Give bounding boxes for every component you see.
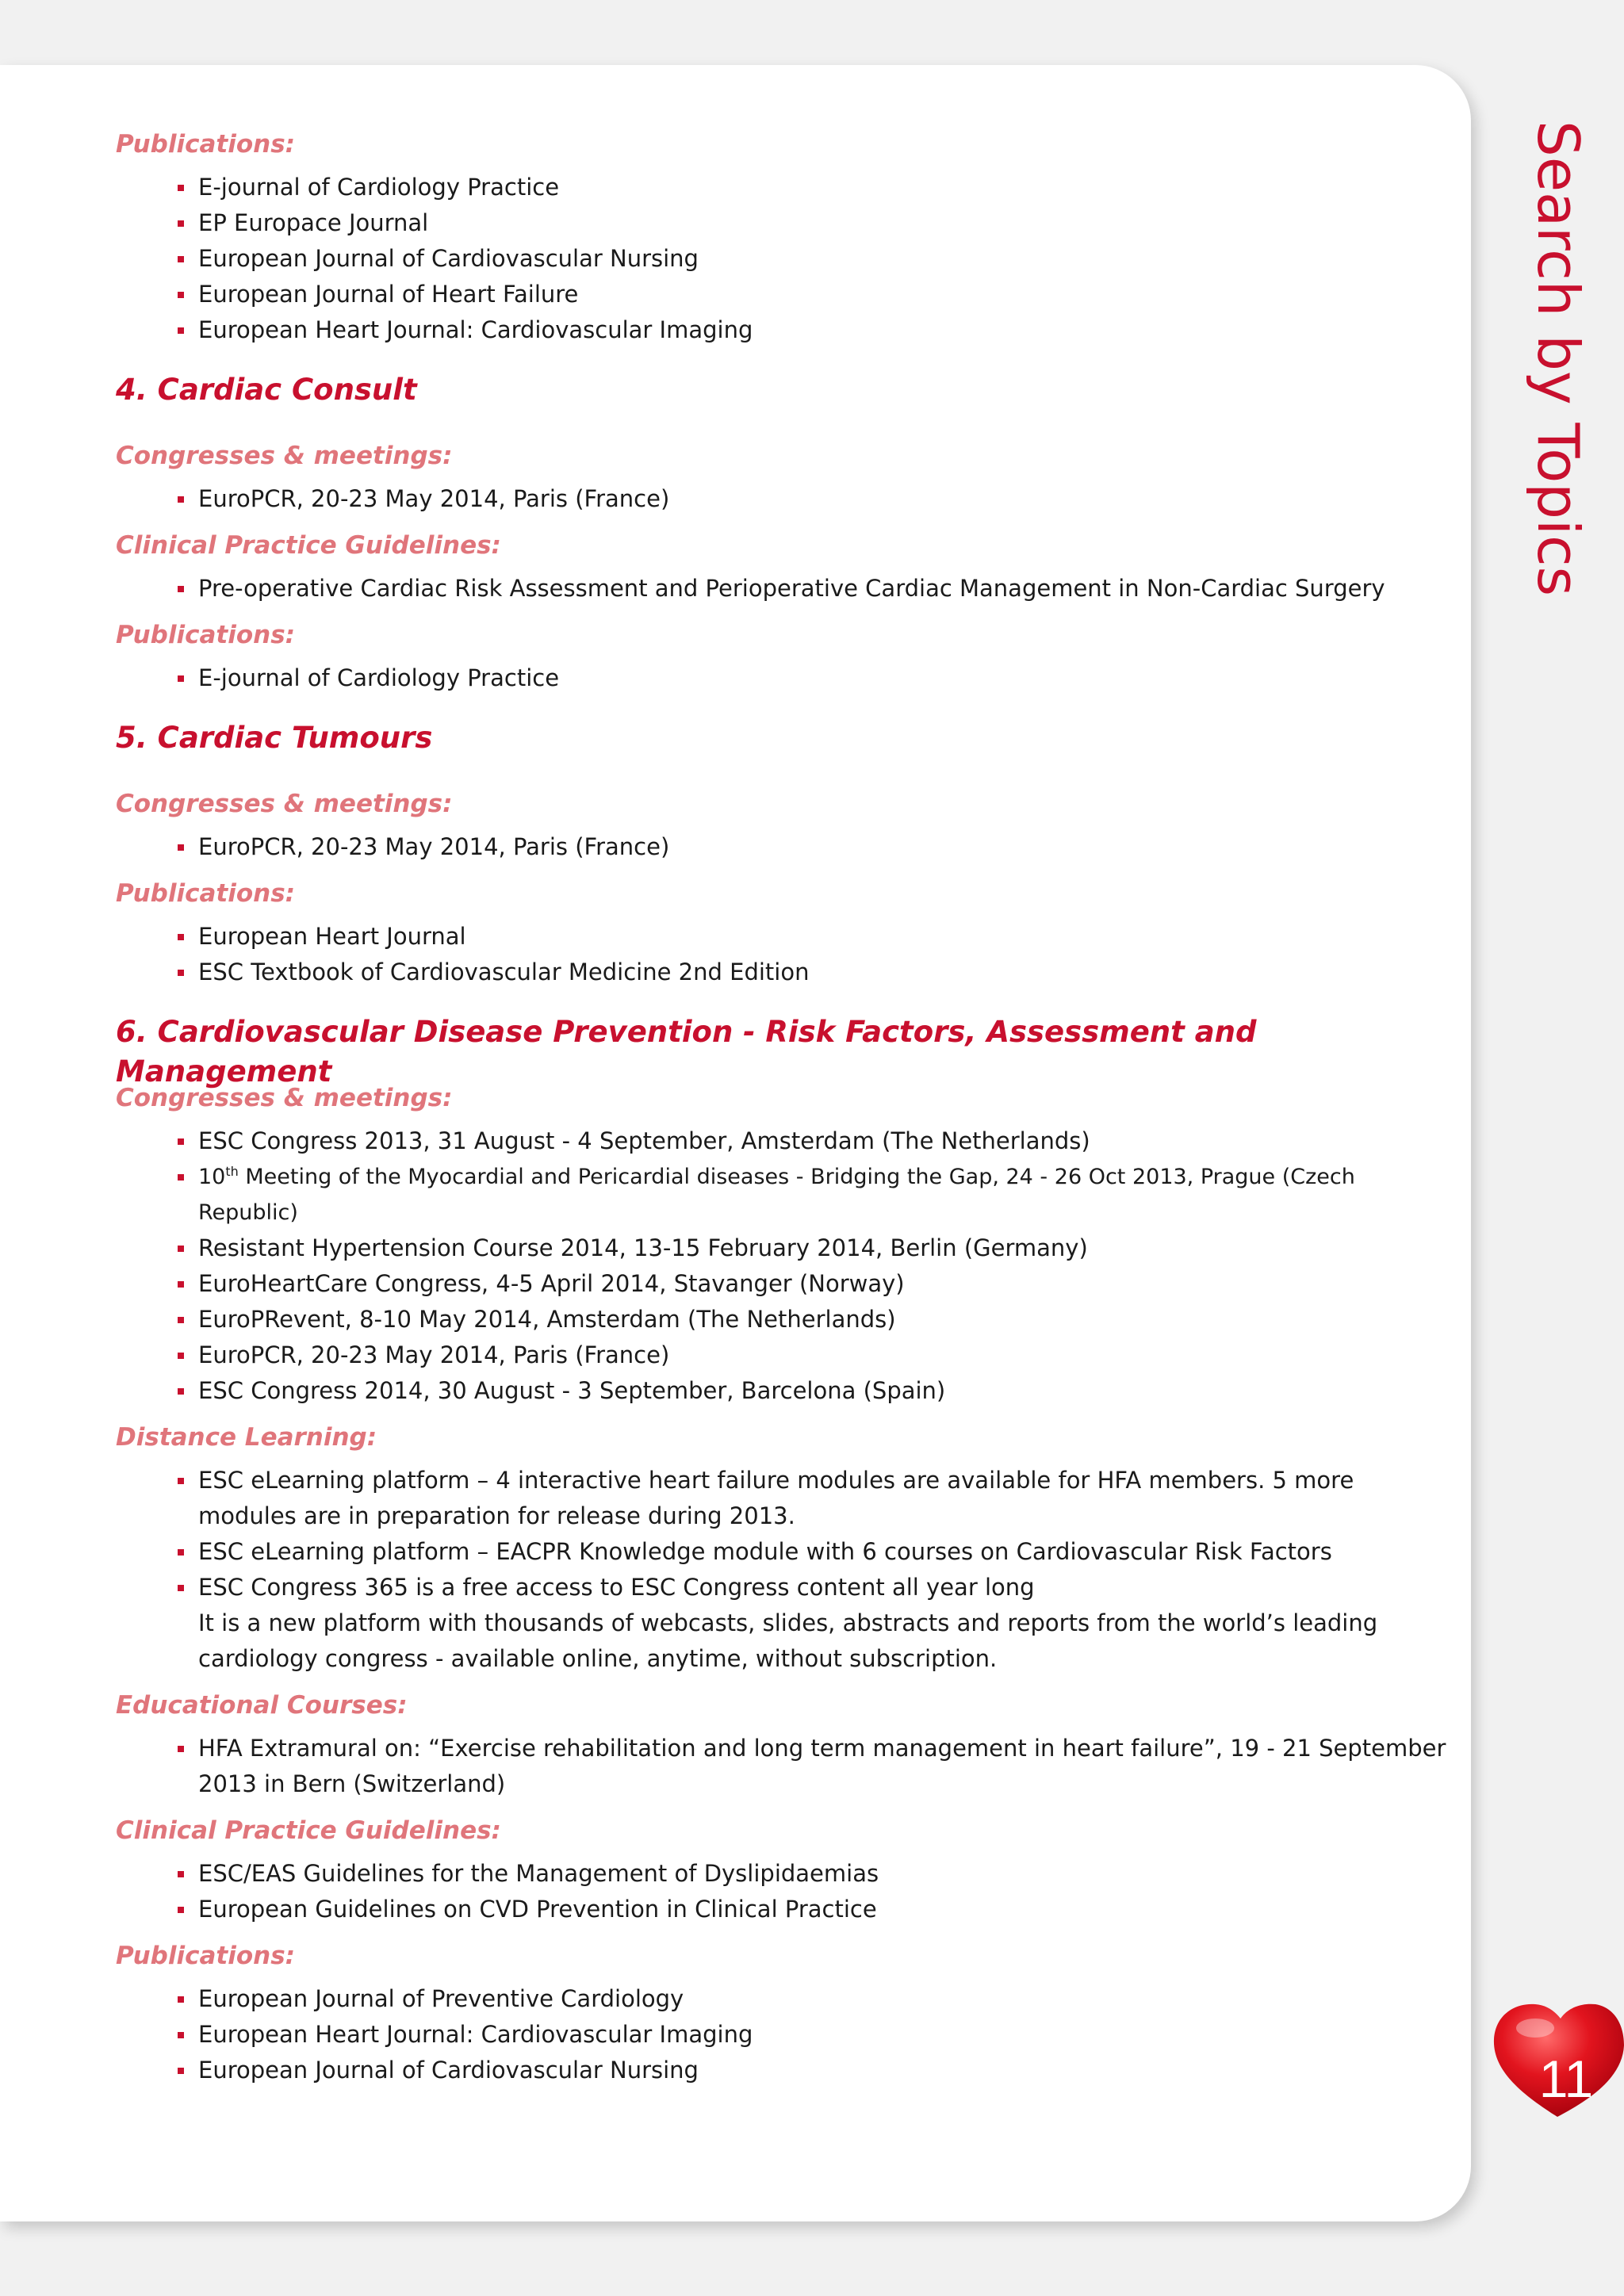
meeting-number: 10: [198, 1165, 226, 1189]
guidelines-list: [116, 571, 1448, 607]
topic-6-section: [116, 1012, 1448, 2088]
list-item: EuroPCR, 20-23 May 2014, Paris (France): [178, 481, 1448, 517]
list-item: European Heart Journal: Cardiovascular Imaging: [178, 2017, 1448, 2053]
list-item: EuroPRevent, 8-10 May 2014, Amsterdam (The Netherlands): [178, 1302, 1448, 1337]
list-item: EP Europace Journal: [178, 205, 1448, 241]
list-item-text: ESC Congress 365 is a free access to ESC Congress content all year long: [198, 1574, 1035, 1601]
list-item: E-journal of Cardiology Practice: [178, 660, 1448, 696]
page-content: [116, 127, 1448, 2099]
guidelines-heading: Clinical Practice Guidelines:: [116, 1816, 501, 1845]
list-item: ESC Congress 2013, 31 August - 4 September, Amsterdam (The Netherlands): [178, 1123, 1448, 1159]
publications-heading: Publications:: [116, 1942, 296, 1970]
list-item: [178, 1159, 1448, 1230]
list-item: EuroPCR, 20-23 May 2014, Paris (France): [178, 829, 1448, 865]
congresses-list: [116, 829, 1448, 865]
congresses-list: [116, 1123, 1448, 1409]
topic-6-heading: 6. Cardiovascular Disease Prevention - Risk Factors, Assessment and Management: [116, 1015, 1257, 1089]
list-item: ESC Textbook of Cardiovascular Medicine 2nd Edition: [178, 955, 1448, 990]
list-item: EuroHeartCare Congress, 4-5 April 2014, Stavanger (Norway): [178, 1266, 1448, 1302]
guidelines-heading: Clinical Practice Guidelines:: [116, 531, 501, 560]
list-item: Resistant Hypertension Course 2014, 13-15 February 2014, Berlin (Germany): [178, 1230, 1448, 1266]
topic-4-section: [116, 370, 1448, 696]
list-item: Pre-operative Cardiac Risk Assessment and Perioperative Cardiac Management in Non-Cardiac Surgery: [178, 571, 1448, 607]
publications-list: [116, 170, 1448, 348]
list-item: European Guidelines on CVD Prevention in Clinical Practice: [178, 1892, 1448, 1927]
topic-5-section: [116, 718, 1448, 990]
topic-5-heading: 5. Cardiac Tumours: [116, 721, 433, 755]
list-item: EuroPCR, 20-23 May 2014, Paris (France): [178, 1337, 1448, 1373]
list-item: European Journal of Preventive Cardiology: [178, 1981, 1448, 2017]
publications-list: [116, 919, 1448, 990]
list-item: E-journal of Cardiology Practice: [178, 170, 1448, 205]
guidelines-list: [116, 1856, 1448, 1927]
page-number: 11: [1538, 2049, 1594, 2108]
list-item: European Heart Journal: [178, 919, 1448, 955]
list-item: European Journal of Cardiovascular Nursing: [178, 241, 1448, 277]
publications-heading: Publications:: [116, 621, 296, 649]
distance-learning-list: [116, 1463, 1448, 1677]
congresses-heading: Congresses & meetings:: [116, 790, 453, 818]
side-title: Search by Topics: [1525, 121, 1591, 597]
topic-4-heading: 4. Cardiac Consult: [116, 373, 417, 407]
ordinal-suffix: th: [225, 1164, 239, 1179]
congresses-heading: Congresses & meetings:: [116, 442, 453, 470]
list-item: European Heart Journal: Cardiovascular Imaging: [178, 312, 1448, 348]
educational-courses-heading: Educational Courses:: [116, 1691, 408, 1720]
meeting-text: Meeting of the Myocardial and Pericardial diseases - Bridging the Gap, 24 - 26 Oct 2013, Prague (Czech Republic): [198, 1165, 1355, 1225]
publications-list: [116, 1981, 1448, 2088]
list-item: European Journal of Heart Failure: [178, 277, 1448, 312]
congresses-heading: Congresses & meetings:: [116, 1084, 453, 1112]
list-item: HFA Extramural on: “Exercise rehabilitation and long term management in heart failure”, 19 - 21 September 2013 in Bern (Switzerland): [178, 1731, 1448, 1802]
list-item-continuation: It is a new platform with thousands of webcasts, slides, abstracts and reports from the world’s leading cardiology congress - available online, anytime, without subscription.: [198, 1609, 1378, 1672]
congresses-list: [116, 481, 1448, 517]
publications-heading: Publications:: [116, 879, 296, 908]
publications-list: [116, 660, 1448, 696]
list-item: European Journal of Cardiovascular Nursing: [178, 2053, 1448, 2088]
list-item: ESC Congress 2014, 30 August - 3 September, Barcelona (Spain): [178, 1373, 1448, 1409]
list-item: [178, 1570, 1448, 1677]
publications-heading: Publications:: [116, 130, 296, 159]
intro-section: [116, 127, 1448, 348]
list-item: ESC eLearning platform – EACPR Knowledge module with 6 courses on Cardiovascular Risk Factors: [178, 1534, 1448, 1570]
list-item: ESC/EAS Guidelines for the Management of Dyslipidaemias: [178, 1856, 1448, 1892]
list-item: ESC eLearning platform – 4 interactive heart failure modules are available for HFA members. 5 more modules are in preparation for release during 2013.: [178, 1463, 1448, 1534]
distance-learning-heading: Distance Learning:: [116, 1423, 377, 1452]
educational-courses-list: [116, 1731, 1448, 1802]
